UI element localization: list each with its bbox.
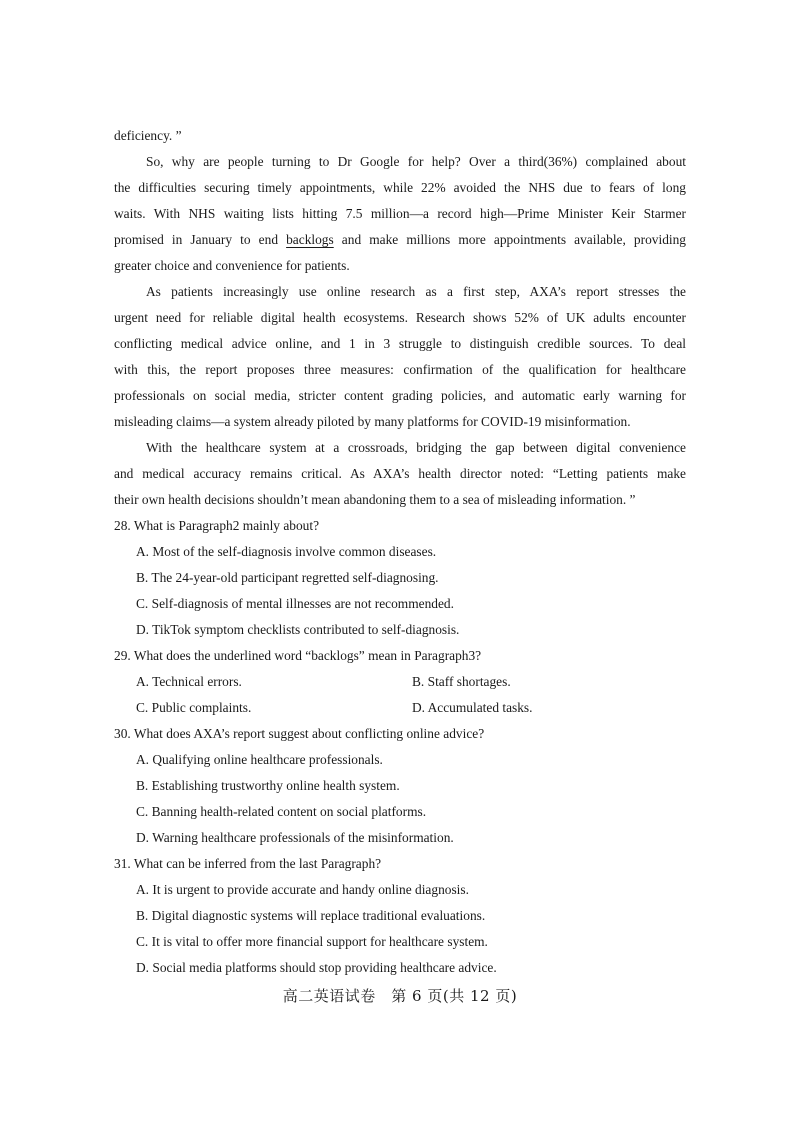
question-30-option-c: C. Banning health-related content on social platforms.	[136, 804, 427, 819]
question-30-option-d: D. Warning healthcare professionals of the misinformation.	[136, 830, 454, 845]
question-29-option-b: B. Staff shortages.	[412, 674, 511, 689]
question-31-option-a: A. It is urgent to provide accurate and handy online diagnosis.	[136, 882, 469, 897]
passage-line: their own health decisions shouldn’t mean abandoning them to a sea of misleading information. ”	[114, 492, 636, 507]
passage-line: the difficulties securing timely appointments, while 22% avoided the NHS due to fears of long	[114, 180, 686, 195]
passage-line: waits. With NHS waiting lists hitting 7.5 million—a record high—Prime Minister Keir Starmer	[114, 206, 686, 221]
question-28-option-c: C. Self-diagnosis of mental illnesses are not recommended.	[136, 596, 454, 611]
page-footer: 高二英语试卷 第 6 页(共 12 页)	[282, 987, 518, 1005]
question-29-stem: 29. What does the underlined word “backlogs” mean in Paragraph3?	[114, 648, 482, 663]
passage-line: As patients increasingly use online research as a first step, AXA’s report stresses the	[146, 284, 686, 299]
passage-text: and make millions more appointments available, providing	[333, 232, 686, 247]
passage-line: With the healthcare system at a crossroads, bridging the gap between digital convenience	[146, 440, 686, 455]
question-28-option-b: B. The 24-year-old participant regretted self-diagnosing.	[136, 570, 439, 585]
passage-text: promised in January to end	[114, 232, 287, 247]
question-31-stem: 31. What can be inferred from the last Paragraph?	[114, 856, 382, 871]
question-28-option-a: A. Most of the self-diagnosis involve common diseases.	[136, 544, 437, 559]
passage-line: deficiency. ”	[114, 128, 182, 143]
passage-line: urgent need for reliable digital health ecosystems. Research shows 52% of UK adults encounter	[114, 310, 686, 325]
underlined-word-backlogs: backlogs	[286, 232, 334, 247]
question-28-stem: 28. What is Paragraph2 mainly about?	[114, 518, 320, 533]
passage-line-with-underline	[114, 231, 686, 249]
question-31-option-b: B. Digital diagnostic systems will replace traditional evaluations.	[136, 908, 486, 923]
passage-line: misleading claims—a system already piloted by many platforms for COVID-19 misinformation.	[114, 414, 631, 429]
question-30-option-b: B. Establishing trustworthy online health system.	[136, 778, 400, 793]
passage-line: So, why are people turning to Dr Google for help? Over a third(36%) complained about	[146, 154, 686, 169]
question-31-option-c: C. It is vital to offer more financial support for healthcare system.	[136, 934, 488, 949]
passage-line: and medical accuracy remains critical. As AXA’s health director noted: “Letting patients make	[114, 466, 686, 481]
reading-passage	[114, 0, 686, 980]
question-29-option-c: C. Public complaints.	[136, 700, 252, 715]
question-28-option-d: D. TikTok symptom checklists contributed to self-diagnosis.	[136, 622, 460, 637]
question-30-stem: 30. What does AXA’s report suggest about conflicting online advice?	[114, 726, 485, 741]
passage-line: with this, the report proposes three measures: confirmation of the qualification for healthcare	[114, 362, 686, 377]
question-30-option-a: A. Qualifying online healthcare professionals.	[136, 752, 383, 767]
passage-line: conflicting medical advice online, and 1 in 3 struggle to distinguish credible sources. To deal	[114, 336, 686, 351]
question-29-option-d: D. Accumulated tasks.	[412, 700, 533, 715]
passage-line: greater choice and convenience for patients.	[114, 258, 350, 273]
question-31-option-d: D. Social media platforms should stop providing healthcare advice.	[136, 960, 497, 975]
passage-line: professionals on social media, stricter content grading policies, and automatic early warning for	[114, 388, 686, 403]
question-29-option-a: A. Technical errors.	[136, 674, 242, 689]
